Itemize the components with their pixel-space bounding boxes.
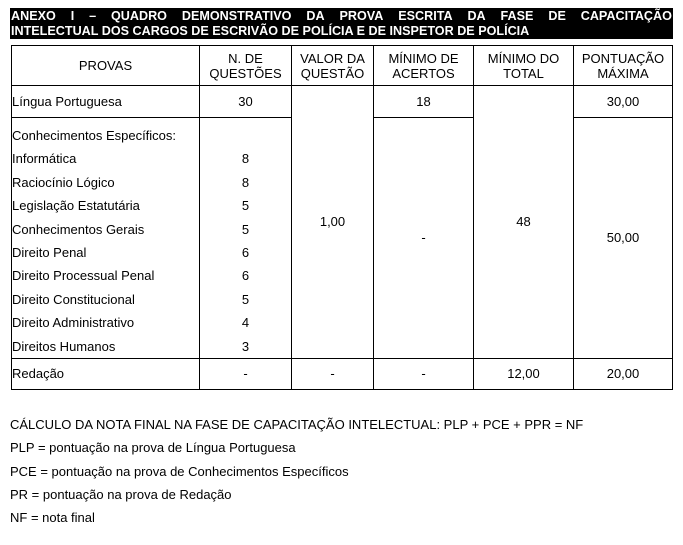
subject-questoes: 5 bbox=[241, 198, 250, 214]
subject-label: Direito Constitucional bbox=[12, 291, 135, 307]
cell-pontuacao-maxima: 20,00 bbox=[574, 358, 673, 389]
subject-questoes: 3 bbox=[241, 338, 250, 354]
cell-minimo-total-shared: 48 bbox=[474, 86, 574, 359]
header-n-questoes: N. DE QUESTÕES bbox=[200, 46, 292, 86]
cell-conhecimentos-list bbox=[12, 118, 200, 359]
note-pce: PCE = pontuação na prova de Conhecimentos Específicos bbox=[10, 463, 349, 479]
cell-pontuacao-maxima: 30,00 bbox=[574, 86, 673, 118]
header-provas: PROVAS bbox=[12, 46, 200, 86]
annex-title bbox=[10, 8, 673, 39]
subject-questoes: 6 bbox=[241, 244, 250, 260]
title-word: ESCRITA bbox=[398, 9, 453, 23]
subject-questoes: 8 bbox=[241, 151, 250, 167]
title-word: FASE bbox=[500, 9, 534, 23]
table-row-lingua-portuguesa bbox=[12, 86, 673, 118]
cell-minimo-acertos: 18 bbox=[374, 86, 474, 118]
cell-minimo-total: 12,00 bbox=[474, 358, 574, 389]
cell-conhecimentos-pontuacao-maxima: 50,00 bbox=[574, 118, 673, 359]
note-pr: PR = pontuação na prova de Redação bbox=[10, 486, 232, 502]
title-word: CAPACITAÇÃO bbox=[580, 9, 672, 23]
subject-questoes: 6 bbox=[241, 268, 250, 284]
title-word: I bbox=[70, 9, 75, 23]
cell-conhecimentos-minimo-acertos: - bbox=[374, 118, 474, 359]
cell-n-questoes: - bbox=[200, 358, 292, 389]
title-word: DA bbox=[306, 9, 325, 23]
cell-valor-questao: - bbox=[292, 358, 374, 389]
subject-label: Conhecimentos Gerais bbox=[12, 221, 145, 237]
title-word: DA bbox=[467, 9, 486, 23]
header-pontuacao-maxima: PONTUAÇÃO MÁXIMA bbox=[574, 46, 673, 86]
cell-conhecimentos-questoes bbox=[200, 118, 292, 359]
title-word: ANEXO bbox=[11, 9, 56, 23]
annex-title-line-1 bbox=[11, 9, 672, 24]
calculation-notes bbox=[10, 416, 583, 532]
subject-questoes: 8 bbox=[241, 174, 250, 190]
exam-table bbox=[11, 45, 673, 390]
cell-prova: Língua Portuguesa bbox=[12, 86, 200, 118]
conhecimentos-heading: Conhecimentos Específicos: bbox=[12, 128, 177, 143]
title-word: DEMONSTRATIVO bbox=[181, 9, 292, 23]
cell-minimo-acertos: - bbox=[374, 358, 474, 389]
note-nf: NF = nota final bbox=[10, 510, 95, 526]
subject-label: Legislação Estatutária bbox=[12, 198, 140, 214]
table-header-row bbox=[12, 46, 673, 86]
subject-label: Raciocínio Lógico bbox=[12, 174, 115, 190]
subject-label: Direitos Humanos bbox=[12, 338, 116, 354]
heading-spacer bbox=[200, 124, 291, 147]
table-row-redacao bbox=[12, 358, 673, 389]
subject-questoes: 5 bbox=[241, 221, 250, 237]
subject-questoes: 4 bbox=[241, 315, 250, 331]
subject-questoes: 5 bbox=[241, 291, 250, 307]
title-word: PROVA bbox=[339, 9, 384, 23]
cell-prova: Redação bbox=[12, 358, 200, 389]
note-plp: PLP = pontuação na prova de Língua Portuguesa bbox=[10, 440, 296, 456]
subject-label: Direito Penal bbox=[12, 244, 87, 260]
title-word: QUADRO bbox=[110, 9, 167, 23]
cell-valor-questao-shared: 1,00 bbox=[292, 86, 374, 359]
title-word: DE bbox=[548, 9, 566, 23]
annex-title-line-2: INTELECTUAL DOS CARGOS DE ESCRIVÃO DE POLÍCIA E DE INSPETOR DE POLÍCIA bbox=[11, 24, 530, 38]
subject-label: Informática bbox=[12, 151, 77, 167]
subject-label: Direito Processual Penal bbox=[12, 268, 155, 284]
header-minimo-acertos: MÍNIMO DE ACERTOS bbox=[374, 46, 474, 86]
note-formula: CÁLCULO DA NOTA FINAL NA FASE DE CAPACITAÇÃO INTELECTUAL: PLP + PCE + PPR = NF bbox=[10, 417, 584, 432]
header-valor-questao: VALOR DA QUESTÃO bbox=[292, 46, 374, 86]
cell-n-questoes: 30 bbox=[200, 86, 292, 118]
subject-label: Direito Administrativo bbox=[12, 315, 135, 331]
header-minimo-total: MÍNIMO DO TOTAL bbox=[474, 46, 574, 86]
title-word: – bbox=[89, 9, 97, 23]
